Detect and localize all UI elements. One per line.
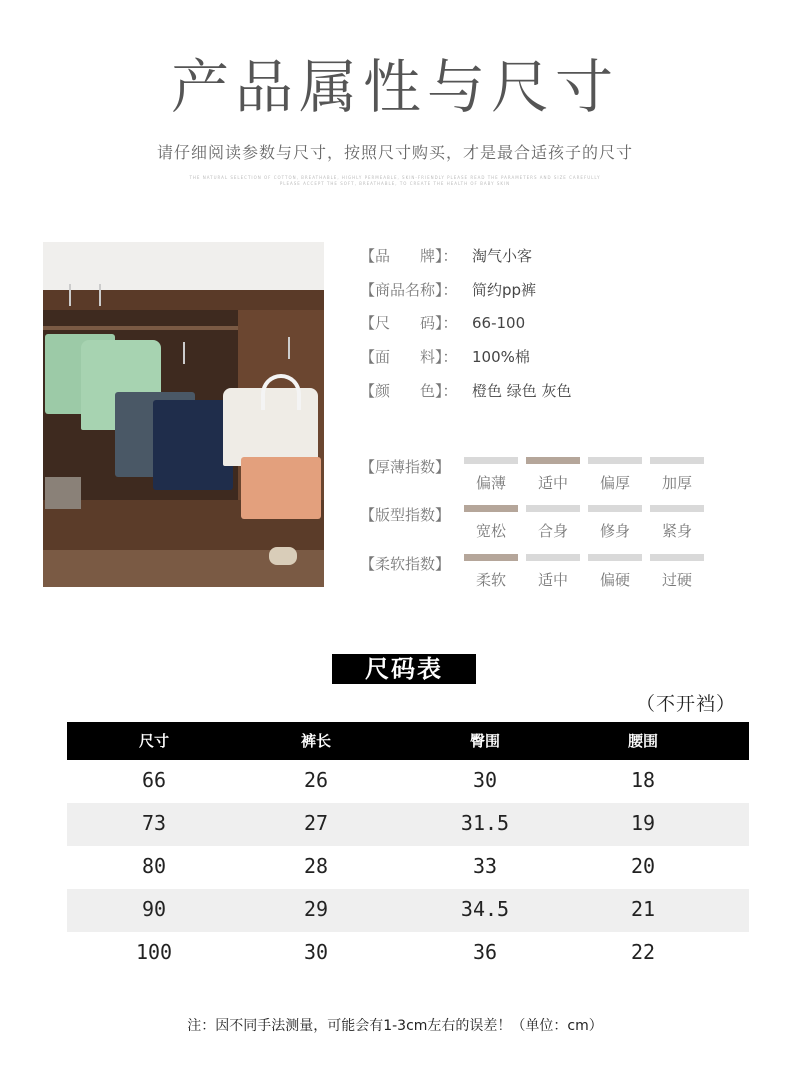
softness-option-label: 偏硬 xyxy=(599,571,630,589)
info-brand-value: 淘气小客 xyxy=(472,247,533,265)
info-name-label: 【商品名称】： xyxy=(360,281,458,299)
table-cell: 100 xyxy=(135,940,173,964)
info-size-value: 66-100 xyxy=(472,314,526,332)
thickness-bar xyxy=(650,457,704,464)
fit-option xyxy=(464,505,518,541)
photo-wall xyxy=(43,242,324,292)
photo-clothes-rail xyxy=(43,326,238,330)
info-brand-label: 【品 牌】： xyxy=(360,247,458,265)
table-row xyxy=(67,932,749,975)
info-material-value: 100%棉 xyxy=(472,348,530,366)
softness-option xyxy=(464,554,518,590)
table-cell: 30 xyxy=(472,768,498,792)
table-cell: 80 xyxy=(141,854,167,878)
size-table-header xyxy=(67,722,749,760)
info-size-label: 【尺 码】： xyxy=(360,314,458,332)
table-cell: 30 xyxy=(303,940,329,964)
thickness-option xyxy=(588,457,642,493)
fine-print-line-1: THE NATURAL SELECTION OF COTTON, BREATHABLE, HIGHLY PERMEABLE, SKIN-FRIENDLY PLEASE READ THE PARAMETERS AND SIZE CAREFULLY xyxy=(189,175,601,180)
info-color-value: 橙色 绿色 灰色 xyxy=(472,382,572,400)
info-color-label: 【颜 色】： xyxy=(360,382,458,400)
fit-option xyxy=(588,505,642,541)
thickness-index-label: 【厚薄指数】 xyxy=(360,458,451,476)
table-cell: 20 xyxy=(630,854,656,878)
table-cell: 21 xyxy=(630,897,656,921)
fine-print-line-2: PLEASE ACCEPT THE SOFT, BREATHABLE, TO CREATE THE HEALTH OF BABY SKIN xyxy=(279,181,511,186)
thickness-bar xyxy=(526,457,580,464)
fit-option xyxy=(526,505,580,541)
header-cell: 臀围 xyxy=(469,732,500,750)
fit-option-label: 紧身 xyxy=(661,522,692,540)
fit-option xyxy=(650,505,704,541)
photo-headphones xyxy=(261,374,301,410)
photo-navy-shirt xyxy=(153,400,233,490)
page-title: 产品属性与尺寸 xyxy=(170,53,619,121)
thickness-option xyxy=(464,457,518,493)
table-row xyxy=(67,889,749,932)
header-cell: 裤长 xyxy=(300,732,331,750)
table-row xyxy=(67,803,749,846)
page-subtitle: 请仔细阅读参数与尺寸，按照尺寸购买，才是最合适孩子的尺寸 xyxy=(156,143,633,162)
softness-bar xyxy=(526,554,580,561)
softness-bar xyxy=(650,554,704,561)
size-chart-title: 尺码表 xyxy=(332,654,476,684)
softness-bar xyxy=(588,554,642,561)
table-cell: 22 xyxy=(630,940,656,964)
table-row xyxy=(67,760,749,803)
softness-bar xyxy=(464,554,518,561)
info-product-name xyxy=(360,279,536,300)
photo-hanger xyxy=(288,337,290,359)
photo-orange-pants xyxy=(241,457,321,519)
photo-hanger xyxy=(69,284,71,306)
fit-option-label: 宽松 xyxy=(475,522,506,540)
photo-shoes xyxy=(269,547,297,565)
softness-option-label: 适中 xyxy=(537,571,568,589)
fit-index-label: 【版型指数】 xyxy=(360,506,451,524)
size-chart-note: （不开裆） xyxy=(636,693,737,715)
fit-option-label: 修身 xyxy=(599,522,630,540)
softness-option-label: 过硬 xyxy=(661,571,692,589)
softness-option xyxy=(526,554,580,590)
table-cell: 34.5 xyxy=(460,897,510,921)
thickness-option-label: 加厚 xyxy=(661,474,692,492)
table-cell: 31.5 xyxy=(460,811,510,835)
fit-bar xyxy=(650,505,704,512)
info-brand xyxy=(360,245,532,266)
fit-bar xyxy=(588,505,642,512)
photo-shelf xyxy=(43,290,324,310)
thickness-bar xyxy=(464,457,518,464)
thickness-option xyxy=(526,457,580,493)
thickness-option-label: 偏薄 xyxy=(475,474,506,492)
table-cell: 19 xyxy=(630,811,656,835)
table-cell: 28 xyxy=(303,854,329,878)
info-material xyxy=(360,346,530,367)
photo-hanger xyxy=(183,342,185,364)
table-row xyxy=(67,846,749,889)
table-cell: 27 xyxy=(303,811,329,835)
size-table xyxy=(67,722,749,975)
softness-option-label: 柔软 xyxy=(475,571,506,589)
table-cell: 66 xyxy=(141,768,167,792)
thickness-option-label: 偏厚 xyxy=(599,474,630,492)
photo-hanger xyxy=(99,284,101,306)
header-cell: 腰围 xyxy=(627,732,658,750)
table-cell: 33 xyxy=(472,854,498,878)
info-material-label: 【面 料】： xyxy=(360,348,458,366)
info-name-value: 简约pp裤 xyxy=(472,281,537,299)
thickness-option-label: 适中 xyxy=(537,474,568,492)
fit-option-label: 合身 xyxy=(537,522,568,540)
table-cell: 26 xyxy=(303,768,329,792)
table-cell: 18 xyxy=(630,768,656,792)
softness-index-label: 【柔软指数】 xyxy=(360,555,451,573)
fit-bar xyxy=(526,505,580,512)
fit-bar xyxy=(464,505,518,512)
product-photo xyxy=(43,242,324,587)
info-color xyxy=(360,380,572,401)
photo-basket xyxy=(45,477,81,509)
table-cell: 29 xyxy=(303,897,329,921)
footnote: 注：因不同手法测量，可能会有1-3cm左右的误差！（单位：cm） xyxy=(187,1018,603,1034)
softness-option xyxy=(588,554,642,590)
table-cell: 90 xyxy=(141,897,167,921)
table-cell: 73 xyxy=(141,811,167,835)
softness-option xyxy=(650,554,704,590)
info-size xyxy=(360,312,525,333)
header-cell: 尺寸 xyxy=(138,732,169,750)
table-cell: 36 xyxy=(472,940,498,964)
thickness-option xyxy=(650,457,704,493)
thickness-bar xyxy=(588,457,642,464)
